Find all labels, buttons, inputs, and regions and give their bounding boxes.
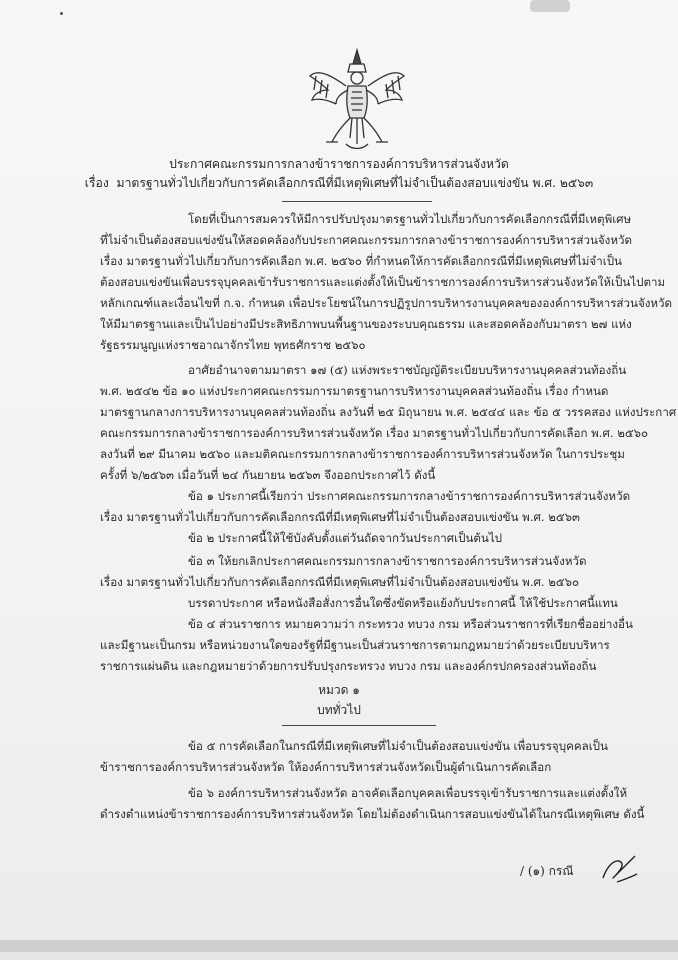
scan-edge-shadow: [0, 940, 678, 952]
preamble-line: โดยที่เป็นการสมควรให้มีการปรับปรุงมาตรฐานทั่วไปเกี่ยวกับการคัดเลือกกรณีที่มีเหตุพิเศษ: [188, 212, 632, 226]
preamble-line: ให้มีมาตรฐานและเป็นไปอย่างมีประสิทธิภาพบนพื้นฐานของระบบคุณธรรม และสอดคล้องกับมาตรา ๒๗ แห่ง: [100, 317, 632, 331]
preamble-paragraph: [100, 209, 673, 356]
scan-dot: [60, 12, 63, 15]
subject-text: มาตรฐานทั่วไปเกี่ยวกับการคัดเลือกกรณีที่มีเหตุพิเศษที่ไม่จำเป็นต้องสอบแข่งขัน พ.ศ. ๒๕๖๓: [116, 176, 594, 190]
header-divider: [282, 201, 432, 202]
subject-label: เรื่อง: [84, 176, 109, 190]
clause-4: [100, 614, 633, 677]
preamble-line: เรื่อง มาตรฐานทั่วไปเกี่ยวกับการคัดเลือก พ.ศ. ๒๕๖๐ ที่กำหนดให้การคัดเลือกกรณีที่มีเหตุพิเศษที่ไม่จำเป็น: [100, 254, 622, 268]
clause-1-line: ข้อ ๑ ประกาศนี้เรียกว่า ประกาศคณะกรรมการกลางข้าราชการองค์การบริหารส่วนจังหวัด: [188, 489, 631, 503]
clause-4-line: และมีฐานะเป็นกรม หรือหน่วยงานใดของรัฐที่มีฐานะเป็นส่วนราชการตามกฎหมายว่าด้วยระเบียบบริหาร: [100, 638, 610, 652]
authority-line: ลงวันที่ ๒๙ มีนาคม ๒๕๖๐ และมติคณะกรรมการกลางข้าราชการองค์การบริหารส่วนจังหวัด ในการประชุม: [100, 447, 625, 461]
clause-2-line: ข้อ ๒ ประกาศนี้ให้ใช้บังคับตั้งแต่วันถัดจากวันประกาศเป็นต้นไป: [188, 531, 503, 545]
clause-6: [100, 783, 645, 825]
clause-6-line: ข้อ ๖ องค์การบริหารส่วนจังหวัด อาจคัดเลือกบุคคลเพื่อบรรจุเข้ารับราชการและแต่งตั้งให้: [188, 786, 628, 800]
clause-5: [100, 736, 618, 778]
authority-line: อาศัยอำนาจตามมาตรา ๑๗ (๕) แห่งพระราชบัญญัติระเบียบบริหารงานบุคคลส่วนท้องถิ่น: [188, 363, 627, 377]
clause-6-line: ดำรงตำแหน่งข้าราชการองค์การบริหารส่วนจังหวัด โดยไม่ต้องดำเนินการสอบแข่งขันได้ในกรณีเหตุพิเศษ ดังนี้: [100, 807, 645, 821]
page-continuation: / (๑) กรณี: [520, 864, 574, 878]
clause-1: [100, 486, 631, 528]
clause-3: [100, 551, 618, 614]
clause-4-line: ข้อ ๔ ส่วนราชการ หมายความว่า กระทรวง ทบวง กรม หรือส่วนราชการที่เรียกชื่ออย่างอื่น: [188, 617, 633, 631]
clause-5-line: ข้าราชการองค์การบริหารส่วนจังหวัด ให้องค์การบริหารส่วนจังหวัดเป็นผู้ดำเนินการคัดเลือก: [100, 760, 552, 774]
preamble-line: ต้องสอบแข่งขันเพื่อบรรจุบุคคลเข้ารับราชการและแต่งตั้งให้เป็นข้าราชการองค์การบริหารส่วนจังหวัดให้เป็นไปตาม: [100, 275, 666, 289]
authority-paragraph: [100, 360, 677, 486]
section-divider: [282, 725, 436, 726]
preamble-line: หลักเกณฑ์และเงื่อนไขที่ ก.จ. กำหนด เพื่อประโยชน์ในการปฏิรูปการบริหารงานบุคคลขององค์การบริหารส่วนจังหวัด: [100, 296, 673, 310]
announcement-subject: [60, 175, 618, 192]
authority-line: มาตรฐานกลางการบริหารงานบุคคลส่วนท้องถิ่น ลงวันที่ ๒๕ มิถุนายน พ.ศ. ๒๕๔๔ และ ข้อ ๕ วรรคสอง แห่งประกาศ: [100, 405, 677, 419]
clause-3-line: ข้อ ๓ ให้ยกเลิกประกาศคณะกรรมการกลางข้าราชการองค์การบริหารส่วนจังหวัด: [188, 554, 587, 568]
preamble-line: ที่ไม่จำเป็นต้องสอบแข่งขันให้สอดคล้องกับประกาศคณะกรรมการกลางข้าราชการองค์การบริหารส่วนจังหวัด: [100, 233, 633, 247]
announcement-title: ประกาศคณะกรรมการกลางข้าราชการองค์การบริหารส่วนจังหวัด: [169, 157, 509, 171]
clause-5-line: ข้อ ๕ การคัดเลือกในกรณีที่มีเหตุพิเศษที่ไม่จำเป็นต้องสอบแข่งขัน เพื่อบรรจุบุคคลเป็น: [188, 739, 608, 753]
scan-smudge: [530, 0, 570, 12]
clause-2: [100, 528, 618, 549]
scan-edge: [0, 952, 678, 960]
clause-3-line: เรื่อง มาตรฐานทั่วไปเกี่ยวกับการคัดเลือกกรณีที่มีเหตุพิเศษที่ไม่จำเป็นต้องสอบแข่งขัน พ.ศ. ๒๕๖๐: [100, 575, 580, 589]
preamble-line: รัฐธรรมนูญแห่งราชอาณาจักรไทย พุทธศักราช ๒๕๖๐: [100, 338, 366, 352]
authority-line: ครั้งที่ ๖/๒๕๖๓ เมื่อวันที่ ๒๔ กันยายน ๒๕๖๓ จึงออกประกาศไว้ ดังนี้: [100, 468, 436, 482]
authority-line: คณะกรรมการกลางข้าราชการองค์การบริหารส่วนจังหวัด เรื่อง มาตรฐานทั่วไปเกี่ยวกับการคัดเลือก พ.ศ. ๒๕๖๐: [100, 426, 649, 440]
clause-3b-line: บรรดาประกาศ หรือหนังสือสั่งการอื่นใดซึ่งขัดหรือแย้งกับประกาศนี้ ให้ใช้ประกาศนี้แทน: [188, 596, 618, 610]
section-title: บททั่วไป: [317, 703, 361, 717]
initial-signature-icon: [597, 848, 641, 888]
authority-line: พ.ศ. ๒๕๔๒ ข้อ ๑๐ แห่งประกาศคณะกรรมการมาตรฐานการบริหารงานบุคคลส่วนท้องถิ่น เรื่อง กำหนด: [100, 384, 609, 398]
clause-1-line: เรื่อง มาตรฐานทั่วไปเกี่ยวกับการคัดเลือกกรณีที่มีเหตุพิเศษที่ไม่จำเป็นต้องสอบแข่งขัน พ.ศ. ๒๕๖๓: [100, 510, 580, 524]
garuda-emblem-icon: [306, 46, 408, 154]
section-number: หมวด ๑: [318, 683, 360, 697]
clause-4-line: ราชการแผ่นดิน และกฎหมายว่าด้วยการปรับปรุงกระทรวง ทบวง กรม และองค์กรปกครองส่วนท้องถิ่น: [100, 659, 597, 673]
